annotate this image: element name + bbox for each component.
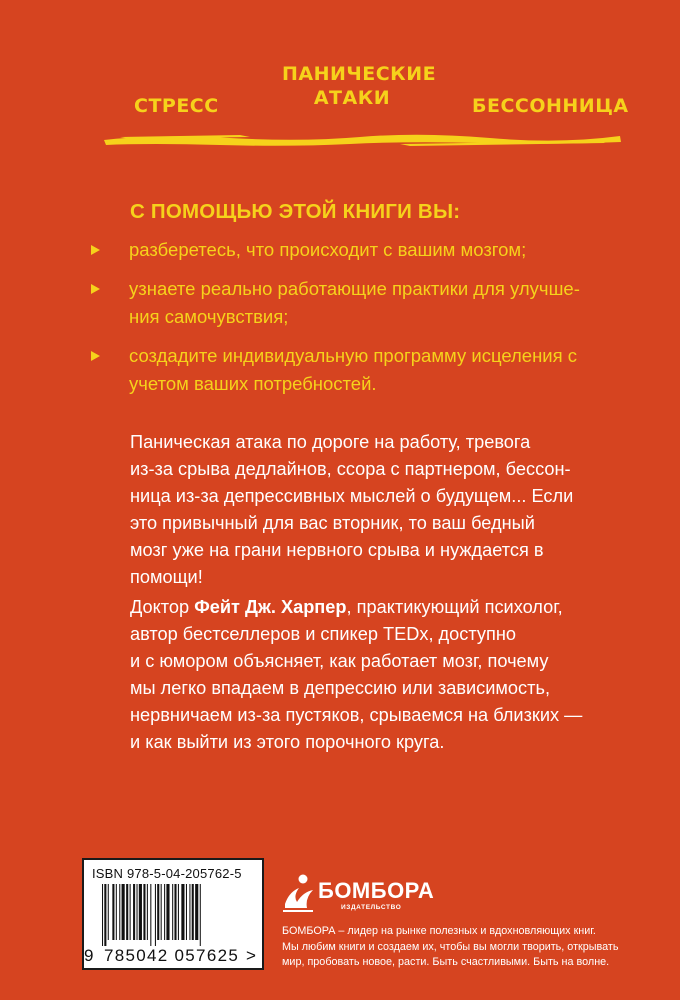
triangle-bullet-icon [91, 284, 100, 294]
keyword-panic-line2: АТАКИ [313, 86, 391, 109]
barcode-bar [164, 884, 165, 940]
publisher-line: Мы любим книги и создаем их, чтобы вы могли творить, открывать [282, 940, 619, 953]
barcode-bar [104, 884, 106, 946]
bullet-text-continued: ния самочувствия; [129, 306, 289, 327]
barcode-bar [150, 884, 151, 946]
bullet-text: узнаете реально работающие практики для улучше- [129, 278, 580, 299]
author-name: Фейт Дж. Харпер [194, 597, 347, 617]
barcode-bar [112, 884, 114, 940]
publisher-description [282, 924, 622, 971]
paragraph-line: мозг уже на грани нервного срыва и нуждается в [130, 540, 544, 560]
author-paragraph [130, 594, 630, 756]
keyword-panic-attacks [282, 63, 437, 111]
publisher-line: мир, пробовать новое, расти. Быть счастливыми. Быть на волне. [282, 956, 610, 968]
paragraph-line: нервничаем из-за пустяков, срываемся на близких — [130, 705, 583, 725]
isbn-label: ISBN 978-5-04-205762-5 [92, 866, 242, 881]
bombora-wave-logo-icon [279, 870, 317, 914]
barcode-bar [195, 884, 198, 940]
barcode-bar [126, 884, 128, 940]
barcode-bar [157, 884, 159, 940]
paragraph-line: и с юмором объясняет, как работает мозг, почему [130, 651, 549, 671]
barcode-bar [108, 884, 109, 940]
barcode-bar [200, 884, 201, 946]
barcode-bar [147, 884, 148, 940]
barcode-digits: 785042 057625 [104, 946, 240, 965]
benefits-heading: С ПОМОЩЬЮ ЭТОЙ КНИГИ ВЫ: [130, 200, 461, 223]
triangle-bullet-icon [91, 351, 100, 361]
barcode-bar [186, 884, 187, 940]
bullet-text-continued: учетом ваших потребностей. [129, 373, 377, 394]
paragraph-line: из-за срыва дедлайнов, ссора с партнером, бессон- [130, 459, 571, 479]
publisher-logo-text: БОМБОРА [318, 878, 435, 903]
list-item [91, 342, 631, 398]
barcode-bar [143, 884, 145, 940]
barcode-bar [172, 884, 173, 940]
bullet-text: создадите индивидуальную программу исцеления с [129, 345, 578, 366]
barcode-bar [192, 884, 194, 940]
publisher-logo-subtitle: ИЗДАТЕЛЬСТВО [341, 904, 402, 911]
barcode-bar [189, 884, 190, 940]
barcode-icon [100, 884, 240, 946]
barcode-bar [174, 884, 176, 940]
paragraph-line: , практикующий психолог, [346, 597, 563, 617]
paragraph-line: автор бестселлеров и спикер TEDx, доступно [130, 624, 517, 644]
paragraph-line: Паническая атака по дороге на работу, тревога [130, 432, 531, 452]
keyword-insomnia: БЕССОННИЦА [472, 95, 629, 117]
barcode-bar [155, 884, 156, 946]
barcode-bar [161, 884, 162, 940]
barcode-bar [133, 884, 135, 940]
barcode-bar [122, 884, 125, 940]
keyword-stress: СТРЕСС [134, 95, 219, 117]
description-paragraph [130, 429, 630, 591]
brush-stroke-divider [100, 128, 625, 150]
barcode-bar [116, 884, 117, 940]
barcode-bar [178, 884, 179, 940]
publisher-line: БОМБОРА – лидер на рынке полезных и вдохновляющих книг. [282, 925, 596, 937]
paragraph-line: мы легко впадаем в депрессию или зависимость, [130, 678, 550, 698]
paragraph-line: ница из-за депрессивных мыслей о будущем... Если [130, 486, 574, 506]
benefits-list [91, 236, 631, 409]
barcode-bar [102, 884, 103, 946]
paragraph-line: и как выйти из этого порочного круга. [130, 732, 445, 752]
keyword-panic-line1: ПАНИЧЕСКИЕ [282, 63, 437, 85]
list-item [91, 236, 631, 264]
barcode-bar [139, 884, 142, 940]
barcode-quiet-zone-marker: > [246, 946, 256, 965]
barcode-first-digit: 9 [84, 946, 94, 965]
barcode-bar [119, 884, 120, 940]
list-item [91, 275, 631, 331]
barcode-bar [166, 884, 169, 940]
barcode-bar [137, 884, 138, 940]
paragraph-line: помощи! [130, 567, 203, 587]
paragraph-line: это привычный для вас вторник, то ваш бедный [130, 513, 535, 533]
barcode-bar [130, 884, 131, 940]
bullet-text: разберетесь, что происходит с вашим мозгом; [129, 239, 527, 260]
paragraph-line: Доктор [130, 597, 195, 617]
triangle-bullet-icon [91, 245, 100, 255]
barcode-bar [181, 884, 184, 940]
